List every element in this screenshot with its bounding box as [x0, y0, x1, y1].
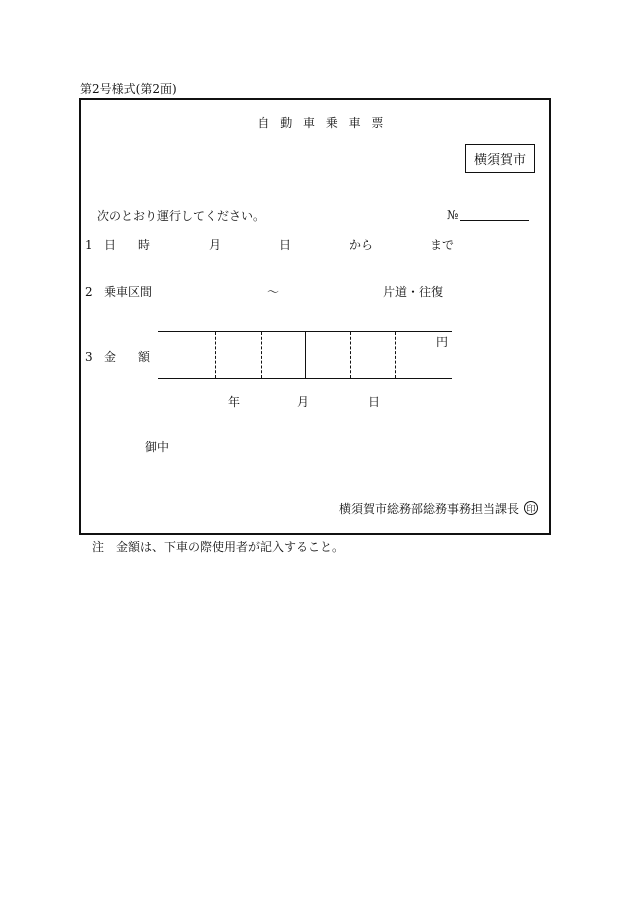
amount-digit-divider: [350, 332, 351, 378]
issue-day: 日: [368, 395, 381, 409]
row-1-label-day: 日: [104, 238, 117, 252]
amount-digit-divider: [215, 332, 216, 378]
row-3-number: 3: [85, 350, 93, 364]
amount-bottom-rule: [158, 378, 452, 379]
amount-digit-divider: [395, 332, 396, 378]
issuer-title: 横須賀市総務部総務事務担当課長: [339, 502, 520, 516]
seal-mark: 印: [524, 501, 538, 515]
number-label: №: [447, 208, 459, 222]
row-1-number: 1: [85, 238, 93, 252]
trip-type: 片道・往復: [383, 285, 444, 299]
yen-unit: 円: [436, 335, 449, 349]
addressee-suffix: 御中: [145, 440, 170, 454]
route-tilde: ～: [267, 285, 280, 299]
row-2-label: 乗車区間: [104, 285, 153, 299]
footnote: 注 金額は、下車の際使用者が記入すること。: [92, 540, 345, 554]
amount-thousands-divider: [305, 332, 306, 378]
amount-digit-divider: [261, 332, 262, 378]
row-3-label-kin: 金: [104, 350, 117, 364]
form-number-label: 第2号様式(第2面): [80, 82, 177, 96]
ticket-title: 自動車乗車票: [257, 116, 395, 130]
row-1-day: 日: [279, 238, 292, 252]
number-field[interactable]: [460, 220, 529, 221]
row-2-number: 2: [85, 285, 93, 299]
ticket-frame: [79, 98, 551, 535]
issue-month: 月: [297, 395, 310, 409]
row-1-month: 月: [209, 238, 222, 252]
row-1-label-time: 時: [138, 238, 151, 252]
row-1-from: から: [349, 238, 374, 252]
row-1-until: まで: [430, 238, 455, 252]
row-3-label-gaku: 額: [138, 350, 151, 364]
instruction-text: 次のとおり運行してください。: [97, 209, 266, 223]
city-name-box: 横須賀市: [465, 144, 535, 173]
issue-year: 年: [228, 395, 241, 409]
